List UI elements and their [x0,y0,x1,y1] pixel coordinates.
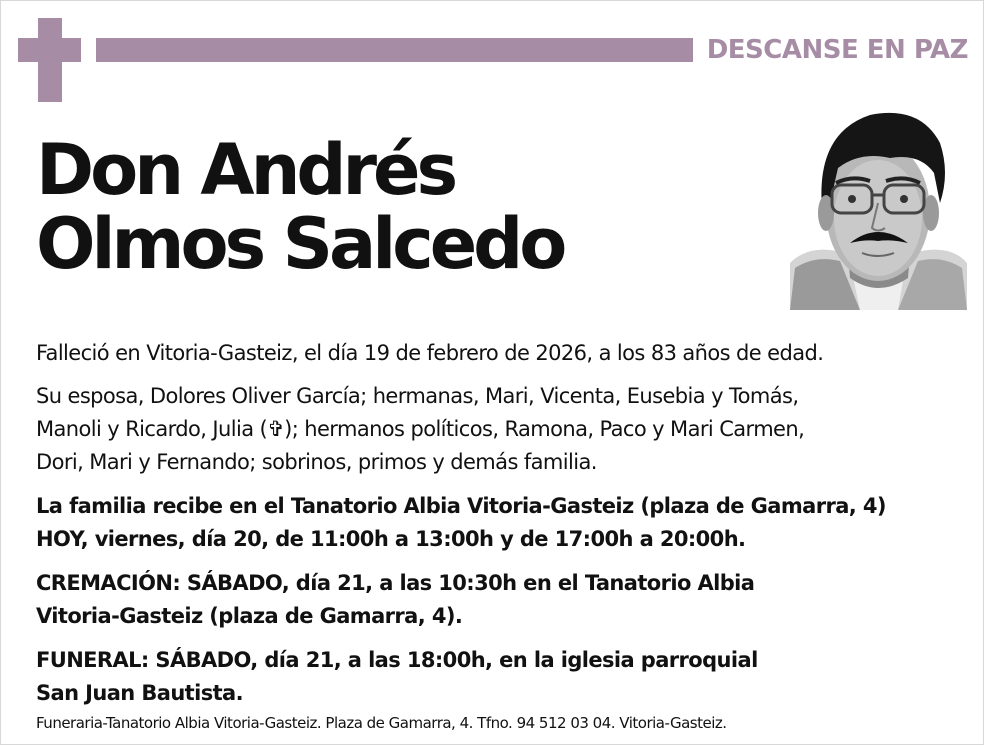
portrait-photo-drawing [790,103,967,310]
funeral-home-footer: Funeraria-Tanatorio Albia Vitoria-Gasteiz. Plaza de Gamarra, 4. Tfno. 94 512 03 04. Vitoria-Gasteiz. [36,714,727,732]
family-line: Dori, Mari y Fernando; sobrinos, primos y demás familia. [36,450,597,474]
funeral-line: FUNERAL: SÁBADO, día 21, a las 18:00h, en la iglesia parroquial [36,648,758,672]
reception-notice [36,490,956,556]
family-list [36,380,956,479]
header-rule [96,38,693,62]
funeral-line: San Juan Bautista. [36,681,244,705]
death-announcement: Falleció en Vitoria-Gasteiz, el día 19 de febrero de 2026, a los 83 años de edad. [36,341,824,365]
deceased-name-line2: Olmos Salcedo [36,203,564,285]
reception-line: HOY, viernes, día 20, de 11:00h a 13:00h y de 17:00h a 20:00h. [36,527,746,551]
cross-horizontal-bar [18,38,81,62]
funeral-notice [36,644,956,710]
deceased-name-line1: Don Andrés [36,129,455,211]
cremation-line: Vitoria-Gasteiz (plaza de Gamarra, 4). [36,604,463,628]
reception-line: La familia recibe en el Tanatorio Albia Vitoria-Gasteiz (plaza de Gamarra, 4) [36,494,886,518]
portrait-photo [790,103,967,310]
header-title: DESCANSE EN PAZ [706,35,968,65]
cremation-line: CREMACIÓN: SÁBADO, día 21, a las 10:30h en el Tanatorio Albia [36,571,755,595]
family-line: Su esposa, Dolores Oliver García; hermanas, Mari, Vicenta, Eusebia y Tomás, [36,384,799,408]
family-line: Manoli y Ricardo, Julia (✞); hermanos políticos, Ramona, Paco y Mari Carmen, [36,417,805,441]
cremation-notice [36,567,956,633]
